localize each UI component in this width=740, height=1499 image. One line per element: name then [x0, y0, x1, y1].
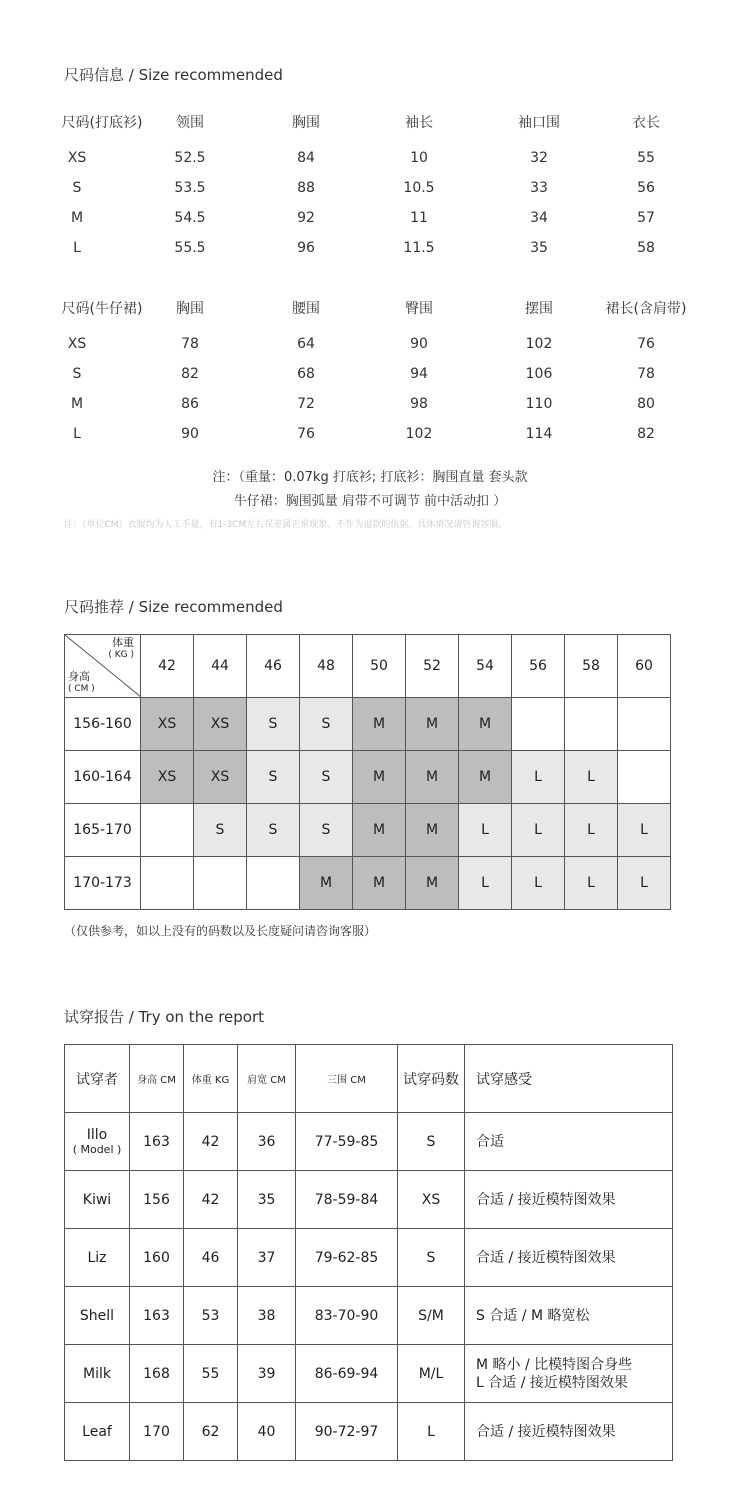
rec-size-cell: M — [406, 804, 459, 857]
jeans-size-cell: 94 — [410, 366, 428, 382]
jeans-size-cell: 76 — [297, 426, 315, 442]
rec-size-cell: M — [353, 857, 406, 910]
tester-height: 168 — [130, 1345, 184, 1403]
top-size-header-4: 袖口围 — [518, 115, 560, 131]
top-size-cell: S — [72, 180, 82, 196]
top-size-cell: M — [70, 210, 84, 226]
weight-col-54: 54 — [459, 635, 512, 698]
tester-bwh: 78-59-84 — [296, 1171, 398, 1229]
jeans-size-cell: XS — [67, 336, 87, 352]
tester-size: L — [398, 1403, 465, 1461]
top-size-cell: 55 — [637, 150, 655, 166]
top-size-cell: 52.5 — [174, 150, 206, 166]
rec-size-cell — [618, 698, 671, 751]
tester-feel — [465, 1113, 673, 1171]
measure-note-line1: 注：（重量：0.07kg 打底衫; 打底衫：胸围直量 套头款 — [212, 470, 528, 485]
rec-row — [65, 857, 671, 910]
try-header-3: 肩宽 CM — [238, 1045, 296, 1113]
jeans-size-cell: 90 — [181, 426, 199, 442]
try-header-5: 试穿码数 — [398, 1045, 465, 1113]
weight-col-44: 44 — [194, 635, 247, 698]
tester-height: 156 — [130, 1171, 184, 1229]
rec-size-cell: S — [300, 804, 353, 857]
try-header-0: 试穿者 — [65, 1045, 130, 1113]
rec-size-cell: S — [194, 804, 247, 857]
rec-size-cell: L — [512, 857, 565, 910]
tester-name-cell — [65, 1287, 130, 1345]
jeans-size-cell: 102 — [405, 426, 433, 442]
rec-size-cell — [565, 698, 618, 751]
top-size-cell: XS — [67, 150, 87, 166]
tester-name: Illo — [86, 1127, 108, 1143]
size-rec-table-wrap — [64, 634, 671, 910]
weight-col-60: 60 — [618, 635, 671, 698]
tester-bwh: 79-62-85 — [296, 1229, 398, 1287]
jeans-size-cell: 64 — [297, 336, 315, 352]
tester-name: Milk — [83, 1365, 111, 1382]
top-size-cell: 96 — [297, 240, 315, 256]
weight-col-58: 58 — [565, 635, 618, 698]
top-size-header-5: 衣长 — [632, 115, 660, 131]
fine-print-note: 注：（单位CM）衣服均为人工手量，有1-3CM左右误差属正常现象。不作为退款的依据。具体情况请咨询客服。 — [64, 520, 508, 530]
rec-row — [65, 751, 671, 804]
tester-feel-line: 合适 / 接近模特图效果 — [476, 1423, 616, 1440]
size-info-heading: 尺码信息 / Size recommended — [64, 66, 283, 84]
jeans-size-cell: 76 — [637, 336, 655, 352]
top-size-cell: 84 — [297, 150, 315, 166]
top-size-header-0: 尺码(打底衫) — [61, 115, 143, 131]
jeans-size-header-3: 臀围 — [405, 301, 433, 317]
tester-feel-line: L 合适 / 接近模特图效果 — [476, 1374, 628, 1391]
rec-size-cell — [141, 857, 194, 910]
rec-size-cell: L — [618, 804, 671, 857]
rec-size-cell — [194, 857, 247, 910]
tester-weight: 53 — [184, 1287, 238, 1345]
weight-col-50: 50 — [353, 635, 406, 698]
rec-size-cell — [141, 804, 194, 857]
weight-label: 体重 — [112, 636, 134, 649]
tester-feel — [465, 1287, 673, 1345]
tester-name-cell — [65, 1403, 130, 1461]
tester-feel — [465, 1171, 673, 1229]
tester-feel-line: 合适 / 接近模特图效果 — [476, 1249, 616, 1266]
jeans-size-header-1: 胸围 — [176, 301, 204, 317]
tester-weight: 46 — [184, 1229, 238, 1287]
tester-size: S — [398, 1229, 465, 1287]
jeans-size-cell: 114 — [525, 426, 553, 442]
size-rec-note: （仅供参考，如以上没有的码数以及长度疑问请咨询客服） — [64, 924, 377, 938]
rec-size-cell — [247, 857, 300, 910]
top-size-header-2: 胸围 — [292, 115, 320, 131]
try-row — [65, 1229, 673, 1287]
tester-weight: 42 — [184, 1171, 238, 1229]
tester-bwh: 86-69-94 — [296, 1345, 398, 1403]
tester-feel — [465, 1345, 673, 1403]
tester-weight: 55 — [184, 1345, 238, 1403]
tester-feel — [465, 1403, 673, 1461]
tester-height: 160 — [130, 1229, 184, 1287]
top-size-cell: 34 — [530, 210, 548, 226]
rec-size-cell: S — [247, 804, 300, 857]
rec-height-label: 156-160 — [65, 698, 141, 751]
tester-feel-line: M 略小 / 比模特图合身些 — [476, 1356, 633, 1373]
jeans-size-cell: L — [73, 426, 81, 442]
rec-size-cell: L — [459, 857, 512, 910]
tester-feel — [465, 1229, 673, 1287]
tester-size: S — [398, 1113, 465, 1171]
jeans-size-cell: 90 — [410, 336, 428, 352]
rec-size-cell: M — [406, 751, 459, 804]
rec-size-cell: M — [459, 751, 512, 804]
weight-col-52: 52 — [406, 635, 459, 698]
rec-height-label: 165-170 — [65, 804, 141, 857]
rec-size-cell: XS — [194, 751, 247, 804]
rec-size-cell: M — [353, 751, 406, 804]
top-size-cell: L — [73, 240, 81, 256]
rec-size-cell: M — [406, 698, 459, 751]
try-row — [65, 1403, 673, 1461]
jeans-size-cell: 98 — [410, 396, 428, 412]
top-size-cell: 56 — [637, 180, 655, 196]
try-row — [65, 1287, 673, 1345]
top-size-header-3: 袖长 — [405, 115, 433, 131]
top-size-cell: 92 — [297, 210, 315, 226]
top-size-cell: 10 — [410, 150, 428, 166]
tester-height: 163 — [130, 1113, 184, 1171]
rec-height-label: 170-173 — [65, 857, 141, 910]
try-row — [65, 1171, 673, 1229]
jeans-size-cell: 78 — [181, 336, 199, 352]
try-row — [65, 1345, 673, 1403]
try-header-6: 试穿感受 — [465, 1045, 673, 1113]
top-size-cell: 57 — [637, 210, 655, 226]
rec-size-cell: M — [406, 857, 459, 910]
corner-weight-label — [108, 637, 134, 661]
top-size-cell: 11.5 — [403, 240, 435, 256]
top-size-cell: 58 — [637, 240, 655, 256]
top-size-cell: 10.5 — [403, 180, 435, 196]
tester-feel-line: 合适 — [476, 1133, 504, 1150]
try-on-table — [64, 1044, 673, 1461]
tester-name: Shell — [79, 1307, 115, 1324]
tester-size: S/M — [398, 1287, 465, 1345]
tester-shoulder: 36 — [238, 1113, 296, 1171]
rec-size-cell: L — [512, 804, 565, 857]
tester-name-sub: ( Model ) — [72, 1143, 122, 1156]
jeans-size-cell: 106 — [525, 366, 553, 382]
jeans-size-cell: 110 — [525, 396, 553, 412]
tester-name-cell — [65, 1229, 130, 1287]
rec-size-cell: L — [512, 751, 565, 804]
rec-size-cell: M — [353, 804, 406, 857]
size-rec-table — [64, 634, 671, 910]
tester-size: M/L — [398, 1345, 465, 1403]
tester-size: XS — [398, 1171, 465, 1229]
top-size-header-1: 领围 — [176, 115, 204, 131]
tester-shoulder: 39 — [238, 1345, 296, 1403]
weight-unit: ( KG ) — [108, 650, 134, 660]
rec-size-cell: M — [459, 698, 512, 751]
rec-size-cell: L — [459, 804, 512, 857]
tester-height: 170 — [130, 1403, 184, 1461]
weight-col-48: 48 — [300, 635, 353, 698]
jeans-size-header-2: 腰围 — [292, 301, 320, 317]
weight-col-42: 42 — [141, 635, 194, 698]
try-header-1: 身高 CM — [130, 1045, 184, 1113]
try-header-2: 体重 KG — [184, 1045, 238, 1113]
tester-name: Leaf — [82, 1423, 112, 1440]
tester-shoulder: 38 — [238, 1287, 296, 1345]
tester-bwh: 77-59-85 — [296, 1113, 398, 1171]
top-size-cell: 33 — [530, 180, 548, 196]
weight-col-56: 56 — [512, 635, 565, 698]
rec-size-cell: S — [247, 751, 300, 804]
rec-row — [65, 804, 671, 857]
rec-size-cell: L — [565, 751, 618, 804]
tester-name-cell — [65, 1171, 130, 1229]
top-size-cell: 88 — [297, 180, 315, 196]
try-on-table-wrap — [64, 1044, 673, 1461]
tester-height: 163 — [130, 1287, 184, 1345]
tester-weight: 42 — [184, 1113, 238, 1171]
top-size-cell: 53.5 — [174, 180, 206, 196]
rec-size-cell: S — [247, 698, 300, 751]
rec-corner-cell — [65, 635, 141, 698]
tester-weight: 62 — [184, 1403, 238, 1461]
rec-size-cell: S — [300, 751, 353, 804]
tester-name: Kiwi — [82, 1191, 112, 1208]
rec-size-cell: L — [565, 857, 618, 910]
size-rec-heading: 尺码推荐 / Size recommended — [64, 598, 283, 616]
tester-shoulder: 35 — [238, 1171, 296, 1229]
jeans-size-cell: 82 — [637, 426, 655, 442]
try-row — [65, 1113, 673, 1171]
try-on-heading: 试穿报告 / Try on the report — [64, 1008, 265, 1026]
rec-size-cell: L — [565, 804, 618, 857]
top-size-cell: 35 — [530, 240, 548, 256]
rec-size-cell: XS — [194, 698, 247, 751]
tester-feel-line: 合适 / 接近模特图效果 — [476, 1191, 616, 1208]
tester-shoulder: 37 — [238, 1229, 296, 1287]
corner-height-label — [68, 671, 95, 695]
jeans-size-cell: 102 — [525, 336, 553, 352]
rec-size-cell: XS — [141, 698, 194, 751]
jeans-size-cell: 80 — [637, 396, 655, 412]
jeans-size-cell: M — [70, 396, 84, 412]
rec-height-label: 160-164 — [65, 751, 141, 804]
top-size-cell: 11 — [410, 210, 428, 226]
top-size-cell: 55.5 — [174, 240, 206, 256]
height-unit: ( CM ) — [68, 684, 95, 694]
jeans-size-header-0: 尺码(牛仔裙) — [61, 301, 143, 317]
tester-name: Liz — [87, 1249, 107, 1266]
tester-feel-line: S 合适 / M 略宽松 — [476, 1307, 590, 1324]
top-size-cell: 32 — [530, 150, 548, 166]
jeans-size-cell: S — [72, 366, 82, 382]
top-size-cell: 54.5 — [174, 210, 206, 226]
tester-shoulder: 40 — [238, 1403, 296, 1461]
tester-name-cell — [65, 1345, 130, 1403]
rec-size-cell — [618, 751, 671, 804]
jeans-size-cell: 86 — [181, 396, 199, 412]
weight-col-46: 46 — [247, 635, 300, 698]
height-label: 身高 — [68, 670, 90, 683]
jeans-size-cell: 68 — [297, 366, 315, 382]
measure-note-line2: 牛仔裙：胸围弧量 肩带不可调节 前中活动扣 ） — [233, 494, 507, 509]
tester-bwh: 90-72-97 — [296, 1403, 398, 1461]
rec-size-cell: L — [618, 857, 671, 910]
rec-size-cell: S — [300, 698, 353, 751]
tester-bwh: 83-70-90 — [296, 1287, 398, 1345]
jeans-size-cell: 82 — [181, 366, 199, 382]
jeans-size-header-4: 摆围 — [525, 301, 553, 317]
tester-name-cell — [65, 1113, 130, 1171]
rec-size-cell: XS — [141, 751, 194, 804]
rec-size-cell — [512, 698, 565, 751]
rec-size-cell: M — [353, 698, 406, 751]
jeans-size-cell: 78 — [637, 366, 655, 382]
jeans-size-cell: 72 — [297, 396, 315, 412]
rec-row — [65, 698, 671, 751]
try-header-4: 三围 CM — [296, 1045, 398, 1113]
rec-size-cell: M — [300, 857, 353, 910]
jeans-size-header-5: 裙长(含肩带) — [605, 301, 687, 317]
